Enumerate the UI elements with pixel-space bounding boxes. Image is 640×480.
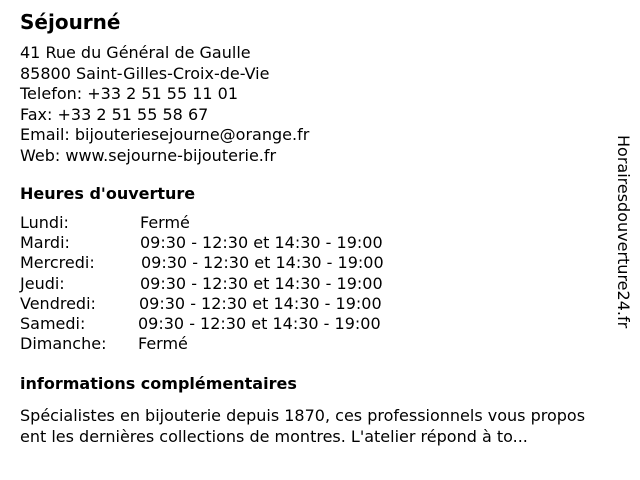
- site-watermark-text: Horairesdouverture24.fr: [614, 135, 633, 329]
- address-street: 41 Rue du Général de Gaulle: [20, 43, 251, 62]
- day-label: Samedi:: [20, 313, 86, 333]
- site-watermark: [613, 135, 633, 370]
- day-label: Mardi:: [20, 233, 70, 253]
- business-name: Séjourné: [20, 10, 121, 34]
- fax-number: Fax: +33 2 51 55 58 67: [20, 104, 209, 124]
- day-label: Vendredi:: [20, 293, 96, 313]
- day-hours: Fermé: [138, 334, 188, 354]
- additional-info-text: Spécialistes en bijouterie depuis 1870, ces professionnels vous proposent les dernières collections de montres. L'atelier répond à to...: [20, 406, 586, 446]
- contact-block: [20, 43, 309, 166]
- phone-number[interactable]: Telefon: +33 2 51 55 11 01: [20, 84, 239, 103]
- day-hours: 09:30 - 12:30 et 14:30 - 19:00: [140, 273, 383, 293]
- opening-hours-heading: Heures d'ouverture: [20, 184, 196, 203]
- day-hours: 09:30 - 12:30 et 14:30 - 19:00: [139, 293, 382, 313]
- day-hours: 09:30 - 12:30 et 14:30 - 19:00: [141, 253, 384, 273]
- day-hours: 09:30 - 12:30 et 14:30 - 19:00: [138, 313, 381, 333]
- email-link[interactable]: Email: bijouteriesejourne@orange.fr: [20, 125, 310, 144]
- day-label: Jeudi:: [20, 273, 65, 293]
- day-hours: 09:30 - 12:30 et 14:30 - 19:00: [140, 233, 383, 253]
- additional-info-heading: informations complémentaires: [20, 374, 297, 393]
- day-label: Mercredi:: [20, 253, 95, 273]
- address-city: 85800 Saint-Gilles-Croix-de-Vie: [20, 63, 270, 83]
- website-link[interactable]: Web: www.sejourne-bijouterie.fr: [20, 145, 277, 165]
- day-label: Dimanche:: [20, 334, 107, 354]
- day-label: Lundi:: [20, 213, 69, 232]
- day-hours: Fermé: [140, 213, 190, 232]
